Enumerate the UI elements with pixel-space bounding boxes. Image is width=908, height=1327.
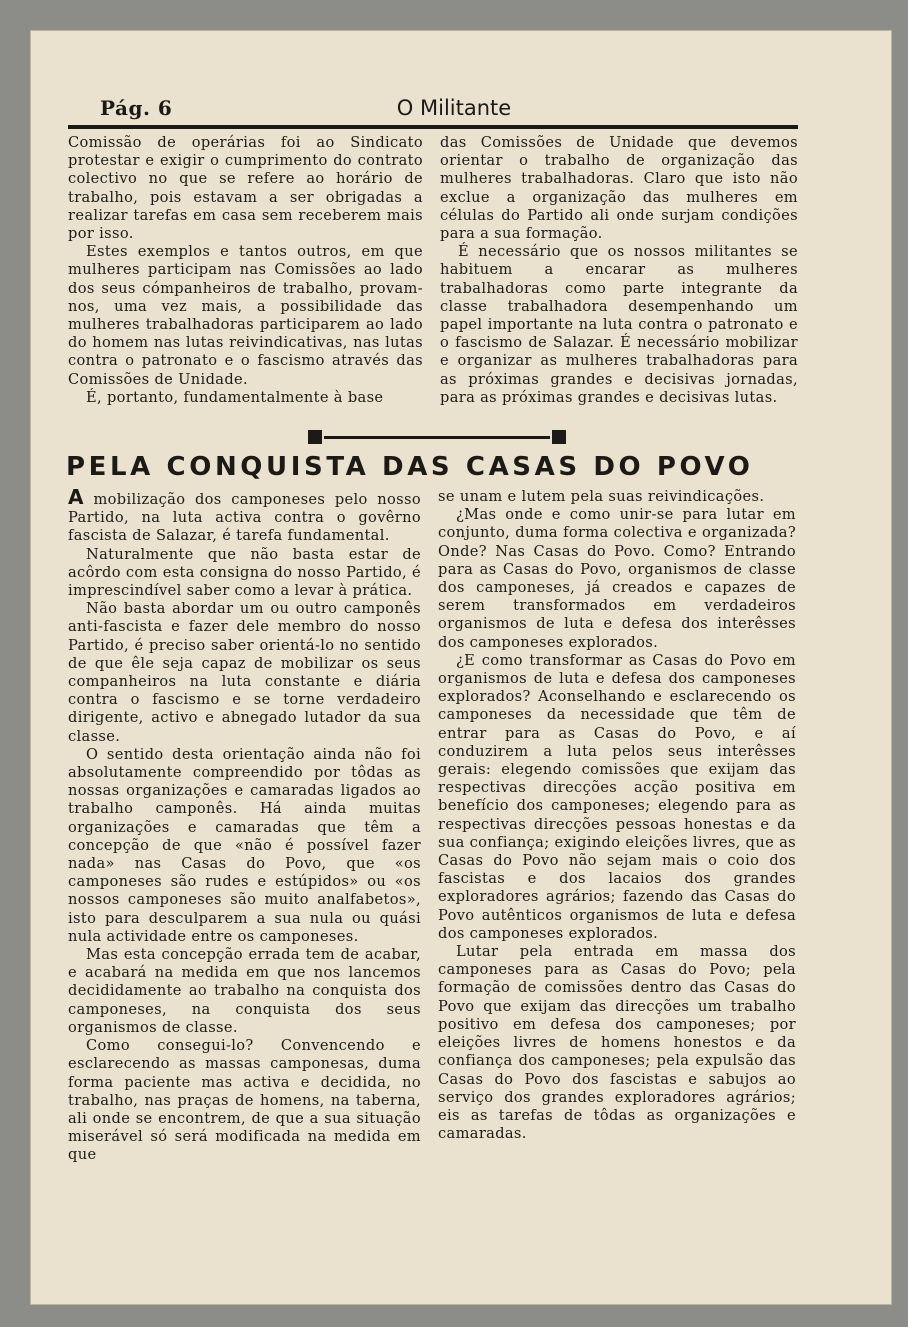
divider-line	[324, 436, 550, 439]
article-column-left	[68, 485, 421, 1165]
divider-ornament-icon	[552, 430, 566, 444]
paragraph: Estes exemplos e tantos outros, em que mulheres participam nas Comissões ao lado dos seus cómpanheiros de trabalho, provam-nos, uma vez mais, a possibilidade das mulheres trabalhadoras participarem ao lado do homem nas lutas reivindicativas, nas lutas contra o patronato e o fascismo através das Comissões de Unidade.	[68, 243, 423, 388]
drop-cap: A	[68, 485, 84, 509]
header-rule	[68, 125, 798, 129]
page-number: Pág. 6	[100, 96, 173, 120]
lead-paragraph	[68, 485, 421, 546]
article-headline: PELA CONQUISTA DAS CASAS DO POVO	[66, 452, 754, 482]
top-column-left	[68, 134, 423, 407]
paragraph: ¿Mas onde e como unir-se para lutar em conjunto, duma forma colectiva e organizada? Onde? Nas Casas do Povo. Como? Entrando para as Casas do Povo, organismos de classe dos camponeses, já creados e capazes de serem transformados em verdadeiros organismos de luta e defesa dos interêsses dos camponeses explorados.	[438, 506, 796, 651]
article-column-right	[438, 488, 796, 1143]
paragraph: É, portanto, fundamentalmente à base	[86, 388, 384, 406]
ornamental-divider	[308, 430, 566, 446]
paragraph: Mas esta concepção errada tem de acabar, e acabará na medida em que nos lancemos decididamente ao trabalho na conquista dos camponeses, na conquista dos seus organismos de classe.	[68, 946, 421, 1036]
lead-text: mobilização dos camponeses pelo nosso Partido, na luta activa contra o govêrno fascista de Salazar, é tarefa fundamental.	[68, 491, 421, 545]
paragraph: Não basta abordar um ou outro camponês anti-fascista e fazer dele membro do nosso Partido, é preciso saber orientá-lo no sentido de que êle seja capaz de mobilizar os seus companheiros na luta constante e diária contra o fascismo e se torne verdadeiro dirigente, activo e abnegado lutador da sua classe.	[68, 600, 421, 745]
paragraph: Lutar pela entrada em massa dos camponeses para as Casas do Povo; pela formação de comissões dentro das Casas do Povo que exijam das direcções um trabalho positivo em defesa dos camponeses; por eleições livres de homens honestos e da confiança dos camponeses; pela expulsão das Casas do Povo dos fascistas e sabujos ao serviço dos grandes exploradores agrários; eis as tarefas de tôdas as organizações e camaradas.	[438, 943, 796, 1143]
paragraph: O sentido desta orientação ainda não foi absolutamente compreendido por tôdas as nossas organizações e camaradas ligados ao trabalho camponês. Há ainda muitas organizações e camaradas que têm a concepção de que «não é possível fazer nada» nas Casas do Povo, que «os camponeses são rudes e estúpidos» ou «os nossos camponeses são muito analfabetos», isto para desculparem a sua nula ou quási nula actividade entre os camponeses.	[68, 745, 421, 945]
masthead-title: O Militante	[396, 96, 512, 120]
paragraph: Como consegui-lo? Convencendo e esclarecendo as massas camponesas, duma forma paciente mas activa e decidida, no trabalho, nas praças de homens, na taberna, ali onde se encontrem, de que a sua situação miserável só será modificada na medida em que	[68, 1037, 421, 1164]
divider-ornament-icon	[308, 430, 322, 444]
paragraph: ¿E como transformar as Casas do Povo em organismos de luta e defesa dos camponeses explorados? Aconselhando e esclarecendo os camponeses da necessidade que têm de entrar para as Casas do Povo, e aí conduzirem a luta pelos seus interêsses gerais: elegendo comissões que exijam das respectivas direcções acção positiva em benefício dos camponeses; elegendo para as respectivas direcções pessoas honestas e da sua confiança; exigindo eleições livres, que as Casas do Povo não sejam mais o coio dos fascistas e dos lacaios dos grandes exploradores agrários; fazendo das Casas do Povo autênticos organismos de luta e defesa dos camponeses explorados.	[438, 651, 796, 942]
paragraph: Comissão de operárias foi ao Sindicato protestar e exigir o cumprimento do contrato colectivo no que se refere ao horário de trabalho, pois estavam a ser obrigadas a realizar tarefas em casa sem receberem mais por isso.	[68, 134, 423, 243]
paragraph: das Comissões de Unidade que devemos orientar o trabalho de organização das mulheres trabalhadoras. Claro que isto não exclue a organização das mulheres em células do Partido ali onde surjam condições para a sua formação.	[440, 134, 798, 243]
paragraph: se unam e lutem pela suas reivindicações.	[438, 488, 765, 505]
paragraph: É necessário que os nossos militantes se habituem a encarar as mulheres trabalhadoras como parte integrante da classe trabalhadora desempenhando um papel importante na luta contra o patronato e o fascismo de Salazar. É necessário mobilizar e organizar as mulheres trabalhadoras para as próximas grandes e decisivas jornadas, para as próximas grandes e decisivas lutas.	[440, 243, 798, 406]
paragraph: Naturalmente que não basta estar de acôrdo com esta consigna do nosso Partido, é imprescindível saber como a levar à prática.	[68, 545, 421, 600]
top-column-right	[440, 134, 798, 407]
